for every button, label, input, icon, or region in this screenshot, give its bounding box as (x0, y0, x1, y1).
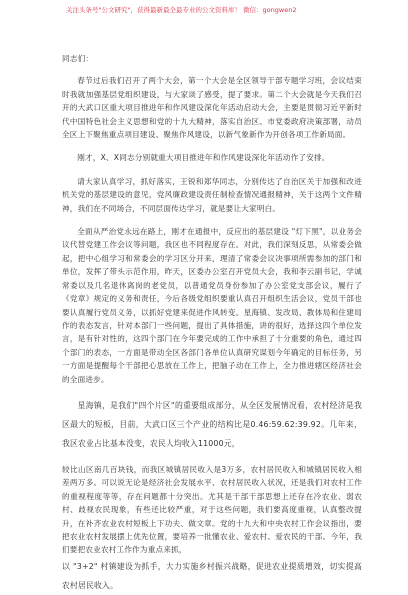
paragraph-3: 请大家认真学习，抓好落实，王锐和郑华同志，分别传达了自治区关于加强和改进机关党的基层建设的意见，党风廉政建设责任制检查情况通报精神，关于这两个文件精神，我们在不同场合，不同层面传达学习，就是要让大家明白。 (62, 176, 362, 213)
top-banner: 关注头条号"公文研究"，获得最新最全最专业的公文资料库！ 微信：gongwen2 (66, 6, 297, 14)
paragraph-1: 春节过后我们召开了两个大会，第一个大会是全区领导干部专题学习班，会议结束时我就加强基层党组织建设，与大家谈了感受，提了要求。第二个大会就是今天我们召开的大武口区重大项目推进年和作风建设深化年活动启动大会，主要是贯彻习近平新时代中国特色社会主义思想和党的十九大精神，落实自治区、市党委政府决策部署，动员全区上下聚焦重点项目建设、聚焦作风建设，以新气象新作为开创各项工作新局面。 (62, 76, 362, 140)
paragraph-4: 全面从严治党永远在路上，刚才在通报中，反应出的基层建设 "灯下黑"，以业务会议代替党建工作会议等问题，我区也不同程度存在。对此，我们深刻反思，从常委会做起，把中心组学习和常委会的学习区分开来，理清了常委会议决事项所需参加的部门和单位，发挥了带头示范作用，昨天，区委办公室召开党员大会，我和李云副书记，学诚常委以及几名退休离岗的老党员，以普通党员身份参加了办公室党支部会议，履行了《党章》规定的义务和责任，今后各级党组织要重认真召开组织生活会议，党员干部也要认真履行党员义务，以抓好党建来促进作风转变。星海镇、发改局、教体局和住建局作的表态发言，针对本部门一些问题，提出了具体措施，讲的很好，选择这四个单位发言，是有针对性的，这四个部门在今年要完成的工作中承担了十分重要的角色，通过四个部门的表态，一方面是带动全区各部门各单位认真研究谋划今年确定的目标任务，另一方面是提醒每个干部把心思放在工作上，把脑子动在工作上，全力推进辖区经济社会的全面进步。 (62, 227, 362, 384)
document-body (62, 52, 362, 595)
paragraph-6: 较比山区南几百块钱，而我区城镇居民收入是3万多，农村居民收入和城镇居民收入相差两万多。可以说无论是经济社会发展水平、农村居民收入状况，还是我们对农村工作的重视程度等等，存在问题都十分突出。尤其是干部干部思想上还存在冷农业、弱农村、歧视农民现象，有些还比较严重，对于这些问题，我们要高度重视，认真整改提升，在补齐农业农村短板上下功夫、做文章。党的十九大和中央农村工作会议指出，要把农业农村发展摆上优先位置，要培养一批懂农业、爱农村、爱农民的干部。今年，我们要把农业农村工作作为重点来抓， (62, 464, 362, 555)
paragraph-7: 以 "3+2" 村镇建设为抓手，大力实施乡村振兴战略，促进农业提质增效，切实提高农村居民收入。 (62, 561, 362, 590)
paragraph-5: 星海镇，是我们"四个片区"的重要组成部分，从全区发展情况看，农村经济是我区最大的短板，目前，大武口区三个产业的结构比是0.46:59.62:39.92。几年来，我区农业占比基本没变，农民人均收入11000元， (62, 400, 362, 448)
greeting: 同志们： (62, 54, 94, 63)
paragraph-2: 刚才，X、X同志分别就重大项目推进年和作风建设深化年活动作了安排。 (77, 153, 330, 163)
